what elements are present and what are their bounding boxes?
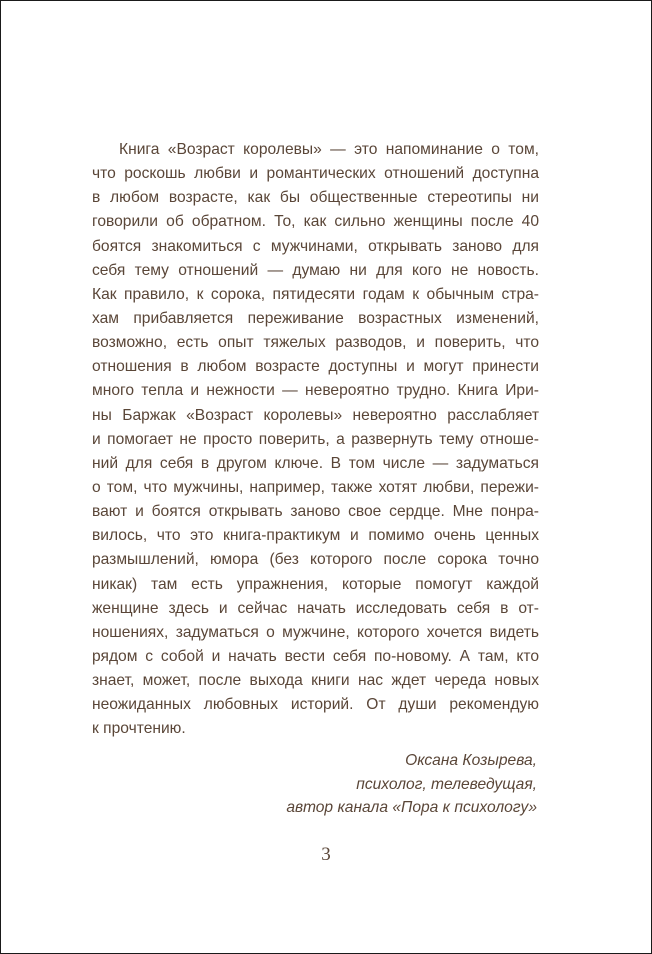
text-line: размышлений, юмора (без которого после сорока точно <box>92 551 539 569</box>
text-line: Книга «Возраст королевы» — это напоминание о том, <box>119 141 539 158</box>
text-line: Как правило, к сорока, пятидесяти годам к обычным стра- <box>92 285 539 303</box>
main-text <box>92 138 539 742</box>
text-line: вают и боятся открывать заново свое сердце. Мне понра- <box>92 503 539 521</box>
text-line: отношения в любом возрасте доступны и могут принести <box>92 358 539 376</box>
text-line: в любом возрасте, как бы общественные стереотипы ни <box>92 189 539 207</box>
author-channel: автор канала «Пора к психологу» <box>286 799 537 816</box>
page-number: 3 <box>321 844 331 865</box>
text-line: ний для себя в другом ключе. В том числе — задуматься <box>92 454 539 472</box>
text-line: хам прибавляется переживание возрастных изменений, <box>92 309 539 327</box>
text-line: о том, что мужчины, например, также хотят любви, пережи- <box>92 478 539 496</box>
text-line: что роскошь любви и романтических отношений доступна <box>92 165 539 183</box>
signature-block <box>137 749 537 820</box>
text-line: говорили об обратном. То, как сильно женщины после 40 <box>92 213 539 231</box>
author-role: психолог, телеведущая, <box>356 775 537 793</box>
text-line: вилось, что это книга-практикум и помимо очень ценных <box>92 527 539 545</box>
text-line: к прочтению. <box>92 720 186 738</box>
text-line: неожиданных любовных историй. От души рекомендую <box>92 696 539 714</box>
text-line: много тепла и нежности — невероятно трудно. Книга Ири- <box>92 382 539 400</box>
author-name: Оксана Козырева, <box>405 752 537 769</box>
text-line: ны Баржак «Возраст королевы» невероятно расслабляет <box>92 406 539 424</box>
text-line: возможно, есть опыт тяжелых разводов, и поверить, что <box>92 334 539 352</box>
text-line: женщине здесь и сейчас начать исследовать себя в от- <box>92 599 539 617</box>
text-line: знает, может, после выхода книги нас ждет череда новых <box>92 672 539 690</box>
text-line: рядом с собой и начать вести себя по-новому. А там, кто <box>92 647 539 665</box>
text-line: никак) там есть упражнения, которые помогут каждой <box>92 575 539 593</box>
text-line: боятся знакомиться с мужчинами, открывать заново для <box>92 237 539 255</box>
text-line: ношениях, задуматься о мужчине, которого хочется видеть <box>92 623 539 641</box>
text-line: себя тему отношений — думаю ни для кого не новость. <box>92 261 539 279</box>
text-line: и помогает не просто поверить, а развернуть тему отноше- <box>92 430 539 448</box>
